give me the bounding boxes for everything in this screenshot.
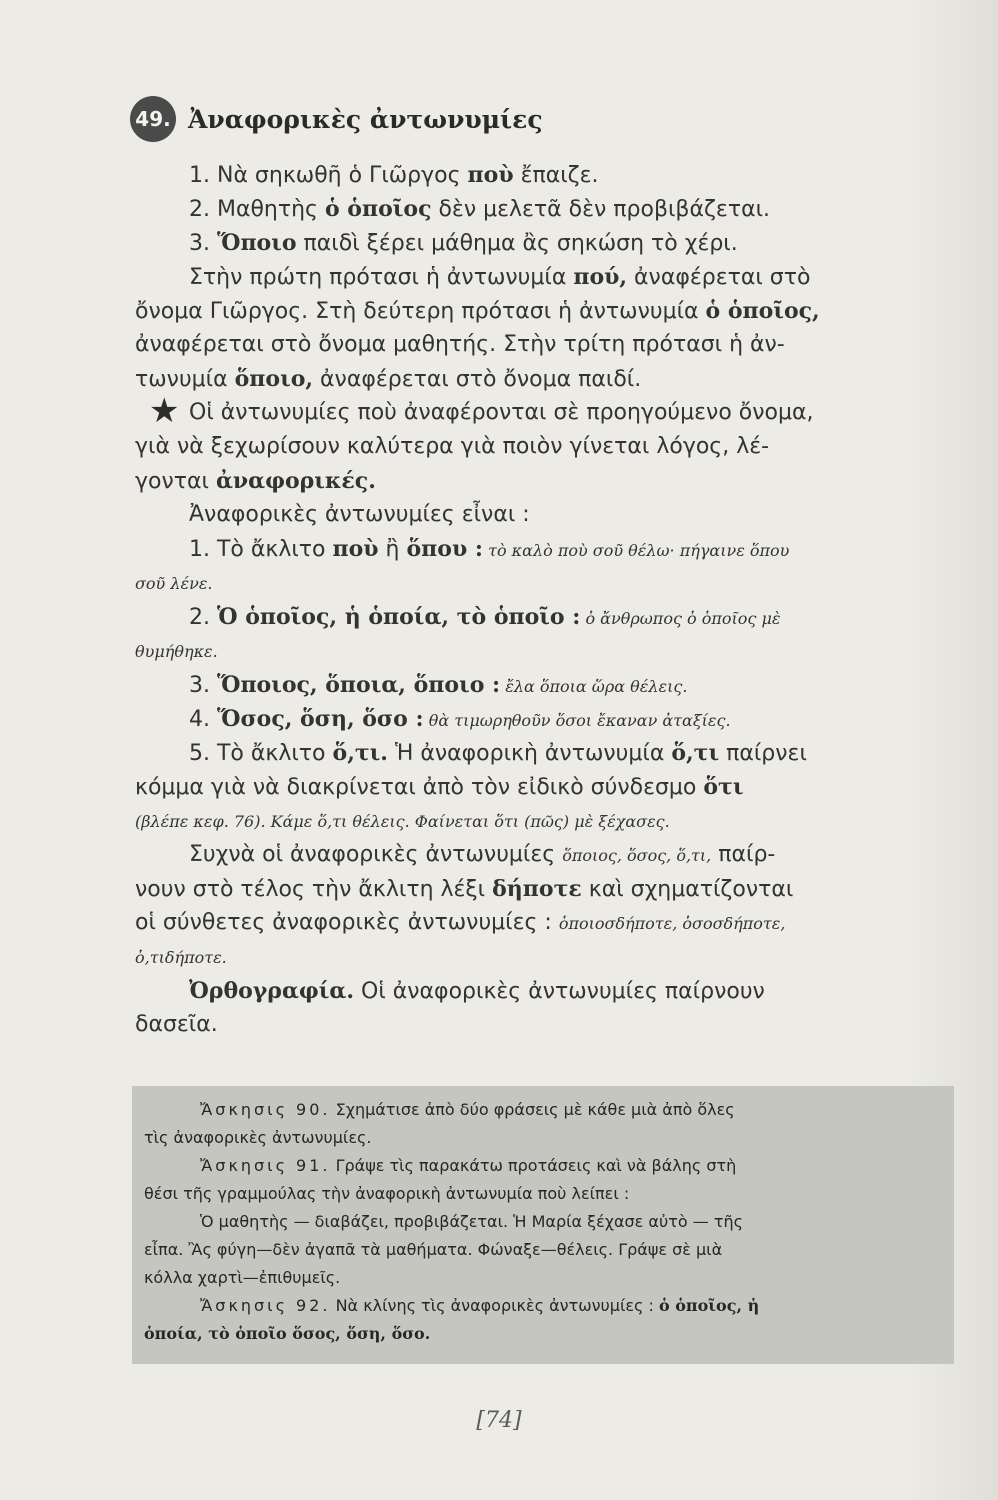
rule-line [135,464,935,498]
bold-text: δήποτε [492,876,582,902]
list-item-4 [135,702,935,736]
exercise-91-line [144,1152,942,1180]
bold-text: πού, [573,264,628,290]
text: ὄνομα Γιῶργος. Στὴ δεύτερη πρότασι ἡ ἀντωνυμία [135,299,706,324]
exercise-label: Ἄσκησις 90. [200,1100,331,1119]
bold-text: Ὅσος, ὅση, ὅσο : [216,706,424,732]
paragraph-line [135,872,935,906]
paragraph-line [135,906,935,940]
exercise-90-line [144,1096,942,1124]
text: Συχνὰ οἱ ἀναφορικὲς ἀντωνυμίες [189,842,563,867]
text: 1. Τὸ ἄκλιτο [189,537,333,562]
paragraph-line [135,940,935,974]
rule-line [135,391,935,431]
exercise-label: Ἄσκησις 92. [200,1296,331,1315]
paragraph-line [135,294,935,328]
text: ἔπαιζε. [513,163,599,188]
text: παιδὶ ξέρει μάθημα ἂς σηκώση τὸ χέρι. [296,231,738,256]
italic-example: ὅποιος, ὅσος, ὅ,τι, [562,846,712,865]
text: Γράψε τὶς παρακάτω προτάσεις καὶ νὰ βάλης στὴ [330,1156,737,1175]
text: παίρ- [711,842,776,867]
text: 3. [189,673,217,698]
exercises-content [144,1096,942,1348]
exercise-91-line: Ὁ μαθητὴς — διαβάζει, προβιβάζεται. Ἡ Μαρία ξέχασε αὐτὸ — τῆς [200,1212,743,1231]
bold-text: ὅ,τι. [332,740,388,766]
exercise-92-line [144,1320,942,1348]
text: οἱ σύνθετες ἀναφορικὲς ἀντωνυμίες : [135,910,559,935]
exercise-91-line: εἶπα. Ἂς φύγη—δὲν ἀγαπᾶ τὰ μαθήματα. Φώναξε—θέλεις. Γράψε σὲ μιὰ [144,1240,723,1259]
page-number: [74] [476,1408,522,1433]
exercises-box [132,1086,954,1364]
exercise-label: Ἄσκησις 91. [200,1156,331,1175]
section-header [130,96,543,142]
bold-text: ὅ,τι [671,740,720,766]
list-intro: Ἀναφορικὲς ἀντωνυμίες εἶναι : [189,502,530,527]
list-item-5-example [135,804,935,838]
text: κόμμα γιὰ νὰ διακρίνεται ἀπὸ τὸν εἰδικὸ σύνδεσμο [135,775,704,800]
italic-example: ὁ ἄνθρωπος ὁ ὁποῖος μὲ [580,609,781,628]
italic-example: ὁποιοσδήποτε, ὁσοσδήποτε, [558,914,786,933]
bold-text: ὅπου : [406,536,483,562]
bold-text: ὁ ὁποῖος, [705,298,820,324]
italic-example: θυμήθηκε. [135,642,218,661]
italic-example: τὸ καλὸ ποὺ σοῦ θέλω· πήγαινε ὅπου [483,541,790,560]
bold-text: ποὺ [332,536,379,562]
text: 5. Τὸ ἄκλιτο [189,741,333,766]
italic-example: ὁ,τιδήποτε. [135,948,227,967]
main-text [135,158,935,1042]
list-item-2 [135,600,935,634]
bold-text: Ὅποιο [216,230,297,256]
text: Οἱ ἀντωνυμίες ποὺ ἀναφέρονται σὲ προηγούμενο ὄνομα, [189,400,814,425]
italic-example: ἔλα ὅποια ὥρα θέλεις. [500,677,688,696]
italic-example: θὰ τιμωρηθοῦν ὅσοι ἔκαναν ἀταξίες. [423,711,731,730]
example-line-1 [135,158,935,192]
bold-text: ὁποία, τὸ ὁποῖο ὅσος, ὅση, ὅσο. [144,1324,431,1343]
bold-text: ὅποιο, [234,366,314,392]
bold-text: Ὀρθογραφία. [189,978,355,1004]
list-item-5-cont [135,770,935,804]
example-line-3 [135,226,935,260]
text: ἀναφέρεται στὸ ὄνομα παιδί. [313,367,642,392]
bold-text: ὁ ὁποῖος, ἡ [658,1296,760,1315]
section-number-badge: 49. [130,96,176,142]
text: τωνυμία [135,367,235,392]
text: 2. Μαθητὴς [189,197,325,222]
text: νουν στὸ τέλος τὴν ἄκλιτη λέξι [135,877,493,902]
italic-example: σοῦ λένε. [135,574,213,593]
bold-text: ὁ ὁποῖος [324,196,432,222]
star-icon: ★ [149,391,180,431]
text: ἀναφέρεται στὸ [627,265,811,290]
text: 2. [189,605,217,630]
bold-text: ποὺ [467,162,514,188]
text: 4. [189,707,217,732]
text: γονται [135,469,216,494]
exercise-91-line: κόλλα χαρτὶ—ἐπιθυμεῖς. [144,1268,341,1287]
text: Οἱ ἀναφορικὲς ἀντωνυμίες παίρνουν [354,979,765,1004]
bold-text: ἀναφορικές. [215,468,376,494]
text: παίρνει [719,741,807,766]
bold-text: Ὅποιος, ὅποια, ὅποιο : [216,672,501,698]
exercise-92-line [144,1292,942,1320]
text: καὶ σχηματίζονται [581,877,794,902]
list-item-3 [135,668,935,702]
italic-example: (βλέπε κεφ. 76). Κάμε ὅ,τι θέλεις. Φαίνεται ὅτι (πῶς) μὲ ξέχασες. [135,812,670,831]
orthography-line [135,974,935,1008]
list-item-1-cont [135,566,935,600]
text: ἢ [378,537,407,562]
rule-line: γιὰ νὰ ξεχωρίσουν καλύτερα γιὰ ποιὸν γίνεται λόγος, λέ- [135,434,770,459]
list-item-1 [135,532,935,566]
text: Στὴν πρώτη πρότασι ἡ ἀντωνυμία [189,265,574,290]
text: Σχημάτισε ἀπὸ δύο φράσεις μὲ κάθε μιὰ ἀπὸ ὅλες [330,1100,735,1119]
orthography-line: δασεῖα. [135,1012,218,1037]
bold-text: ὅτι [703,774,744,800]
bold-text: Ὁ ὁποῖος, ἡ ὁποία, τὸ ὁποῖο : [216,604,581,630]
paragraph-line: ἀναφέρεται στὸ ὄνομα μαθητής. Στὴν τρίτη πρότασι ἡ ἀν- [135,332,785,357]
text: 3. [189,231,217,256]
list-item-5 [135,736,935,770]
section-title: Ἀναφορικὲς ἀντωνυμίες [188,104,543,134]
exercise-91-line: θέσι τῆς γραμμούλας τὴν ἀναφορικὴ ἀντωνυμία ποὺ λείπει : [144,1184,630,1203]
list-item-2-cont [135,634,935,668]
paragraph-line [135,260,935,294]
text: δὲν μελετᾶ δὲν προβιβάζεται. [431,197,771,222]
example-line-2 [135,192,935,226]
paragraph-line [135,362,935,396]
text: Νὰ κλίνης τὶς ἀναφορικὲς ἀντωνυμίες : [330,1296,659,1315]
paragraph-line [135,838,935,872]
text: Ἡ ἀναφορικὴ ἀντωνυμία [387,741,672,766]
text: 1. Νὰ σηκωθῆ ὁ Γιῶργος [189,163,468,188]
exercise-90-line: τὶς ἀναφορικὲς ἀντωνυμίες. [144,1128,372,1147]
